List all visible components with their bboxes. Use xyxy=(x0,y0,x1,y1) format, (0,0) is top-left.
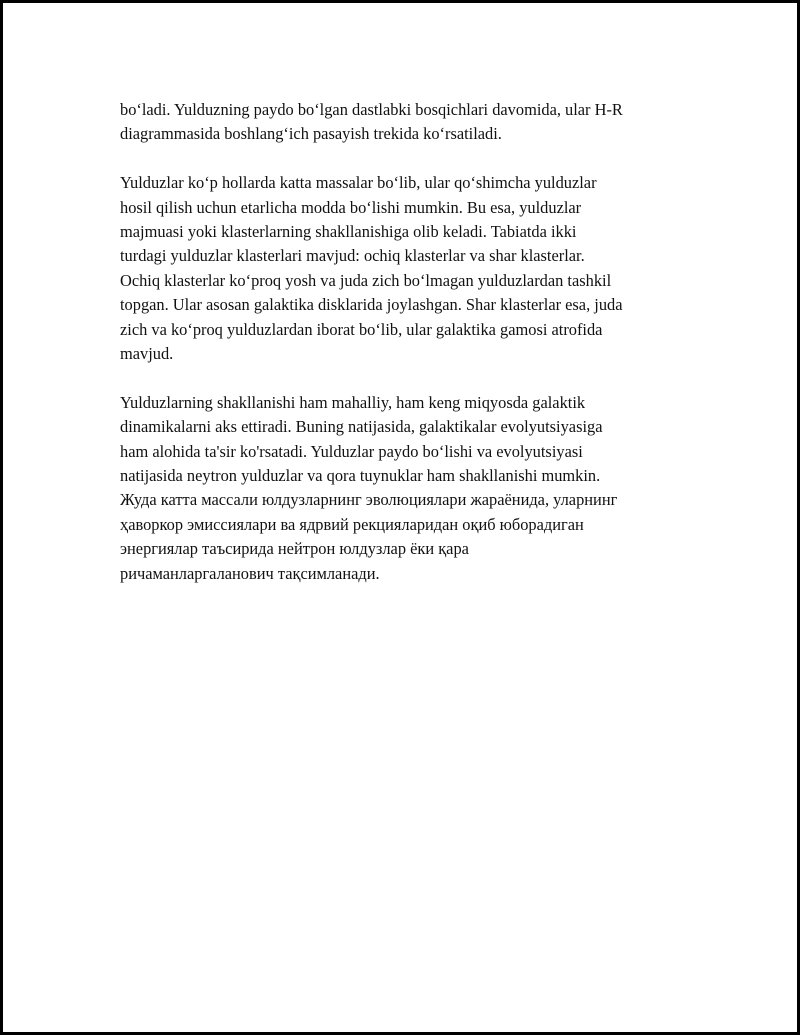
paragraph-1: bo‘ladi. Yulduzning paydo bo‘lgan dastlabki bosqichlari davomida, ular H-R diagrammasida boshlang‘ich pasayish trekida ko‘rsatiladi. xyxy=(120,100,623,144)
paragraph-3: Yulduzlarning shakllanishi ham mahalliy, ham keng miqyosda galaktik dinamikalarni aks ettiradi. Buning natijasida, galaktikalar evolyutsiyasiga ham alohida ta'sir ko'rsatadi. Yulduzlar paydo bo‘lishi va evolyutsiyasi natijasida neytron yulduzlar va qora tuynuklar ham shakllanishi mumkin. Жуда катта массали юлдузларнинг эволюциялари жараёнида, уларнинг ҳаворкор эмиссиялари ва ядрвий рекцияларидан оқиб юборадиган энергиялар таъсирида нейтрон юлдузлар ёки қара ричаманларгаланович тақсимланади. xyxy=(120,392,618,583)
page-body-text xyxy=(120,98,690,610)
paragraph-2: Yulduzlar ko‘p hollarda katta massalar bo‘lib, ular qo‘shimcha yulduzlar hosil qilish uchun etarlicha modda bo‘lishi mumkin. Bu esa, yulduzlar majmuasi yoki klasterlarning shakllanishiga olib keladi. Tabiatda ikki turdagi yulduzlar klasterlari mavjud: ochiq klasterlar va shar klasterlar. Ochiq klasterlar ko‘proq yosh va juda zich bo‘lmagan yulduzlardan tashkil topgan. Ular asosan galaktika disklarida joylashgan. Shar klasterlar esa, juda zich va ko‘proq yulduzlardan iborat bo‘lib, ular galaktika gamosi atrofida mavjud. xyxy=(120,173,623,364)
